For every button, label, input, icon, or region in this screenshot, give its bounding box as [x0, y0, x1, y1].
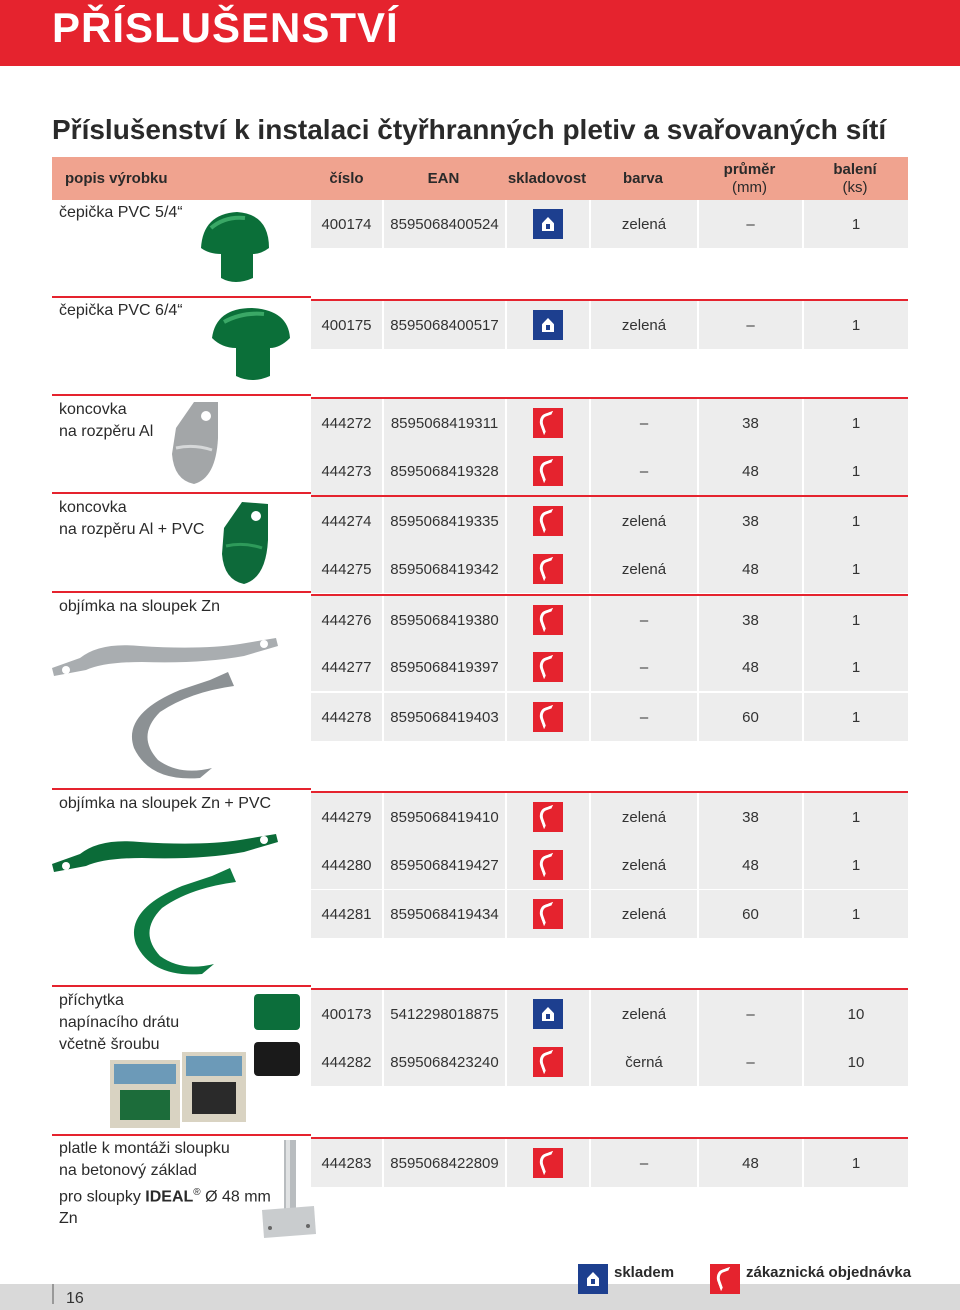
legend-order — [710, 1264, 740, 1294]
cell-cislo: 400175 — [311, 301, 382, 349]
stock-icon — [533, 310, 563, 340]
table-row — [311, 495, 908, 545]
cell-stock — [507, 643, 589, 691]
product-label — [59, 1138, 271, 1230]
registered-mark: ® — [193, 1187, 201, 1198]
table-row — [311, 545, 908, 593]
cell-stock — [507, 841, 589, 889]
cell-baleni: 1 — [804, 596, 908, 644]
order-icon — [533, 652, 563, 682]
product-label: objímka na sloupek Zn — [59, 598, 220, 615]
section-title: Příslušenství k instalaci čtyřhranných pletiv a svařovaných sítí — [52, 114, 887, 145]
col-baleni-label: balení — [833, 160, 877, 178]
cell-barva: – — [591, 643, 697, 691]
cap-5-4-image — [195, 208, 275, 286]
cell-ean: 8595068419311 — [384, 399, 505, 447]
table-row — [311, 447, 908, 495]
cell-ean: 8595068400517 — [384, 301, 505, 349]
cell-cislo: 444282 — [311, 1038, 382, 1086]
cell-barva: zelená — [591, 890, 697, 938]
col-prumer-unit: (mm) — [732, 178, 767, 196]
cell-baleni: 1 — [804, 890, 908, 938]
cell-prumer: 60 — [699, 693, 802, 741]
cell-cislo: 444278 — [311, 693, 382, 741]
cell-cislo: 444279 — [311, 793, 382, 841]
footer-bar — [0, 1284, 960, 1310]
end-cap-pvc-image — [216, 498, 276, 588]
cell-stock — [507, 497, 589, 545]
order-icon — [533, 506, 563, 536]
cell-cislo: 444276 — [311, 596, 382, 644]
product-divider — [52, 492, 311, 494]
cell-stock — [507, 399, 589, 447]
cell-prumer: 38 — [699, 596, 802, 644]
cell-baleni: 1 — [804, 545, 908, 593]
order-icon — [533, 554, 563, 584]
cell-cislo: 400173 — [311, 990, 382, 1038]
col-popis: popis výrobku — [65, 169, 168, 187]
product-label: objímka na sloupek Zn + PVC — [59, 795, 272, 812]
cell-prumer: 48 — [699, 545, 802, 593]
cell-cislo: 444273 — [311, 447, 382, 495]
cell-ean: 8595068419397 — [384, 643, 505, 691]
order-icon — [533, 1148, 563, 1178]
brand-name: IDEAL — [145, 1188, 194, 1206]
cell-barva: – — [591, 596, 697, 644]
order-icon — [533, 802, 563, 832]
order-icon — [533, 605, 563, 635]
table-row — [311, 397, 908, 447]
cell-cislo: 444280 — [311, 841, 382, 889]
cell-cislo: 400174 — [311, 200, 382, 248]
table-row — [311, 200, 908, 248]
cell-baleni: 10 — [804, 1038, 908, 1086]
order-icon — [533, 408, 563, 438]
cell-ean: 8595068419342 — [384, 545, 505, 593]
order-icon — [533, 702, 563, 732]
cell-barva: zelená — [591, 301, 697, 349]
page-tick — [52, 1284, 54, 1304]
cell-prumer: – — [699, 990, 802, 1038]
cell-ean: 8595068400524 — [384, 200, 505, 248]
cell-baleni: 1 — [804, 793, 908, 841]
cell-stock — [507, 301, 589, 349]
cell-cislo: 444272 — [311, 399, 382, 447]
cell-ean: 8595068419427 — [384, 841, 505, 889]
table-row — [311, 299, 908, 349]
cell-ean: 8595068423240 — [384, 1038, 505, 1086]
table-row — [311, 841, 908, 889]
cell-baleni: 1 — [804, 301, 908, 349]
col-baleni — [802, 157, 908, 200]
cell-prumer: 48 — [699, 1139, 802, 1187]
cell-prumer: 48 — [699, 643, 802, 691]
order-icon — [533, 899, 563, 929]
cell-barva: zelená — [591, 545, 697, 593]
cell-prumer: – — [699, 200, 802, 248]
cell-ean: 8595068419328 — [384, 447, 505, 495]
page-number: 16 — [66, 1290, 84, 1307]
product-label: koncovka na rozpěru Al — [59, 401, 154, 440]
order-icon — [533, 1047, 563, 1077]
col-prumer-label: průměr — [723, 160, 776, 178]
cell-baleni: 1 — [804, 497, 908, 545]
cell-cislo: 444274 — [311, 497, 382, 545]
order-icon — [710, 1264, 740, 1294]
table-row — [311, 1038, 908, 1086]
cap-6-4-image — [208, 304, 294, 384]
product-label: koncovka na rozpěru Al + PVC — [59, 499, 205, 538]
cell-cislo: 444277 — [311, 643, 382, 691]
cell-barva: – — [591, 693, 697, 741]
product-divider — [52, 394, 311, 396]
cell-prumer: 48 — [699, 841, 802, 889]
cell-ean: 8595068422809 — [384, 1139, 505, 1187]
cell-barva: – — [591, 447, 697, 495]
product-divider — [52, 1134, 311, 1136]
table-header — [52, 157, 908, 200]
cell-baleni: 1 — [804, 447, 908, 495]
order-icon — [533, 456, 563, 486]
product-divider — [52, 591, 311, 593]
cell-ean: 8595068419380 — [384, 596, 505, 644]
cell-ean: 8595068419434 — [384, 890, 505, 938]
cell-barva: černá — [591, 1038, 697, 1086]
legend-stock-label: skladem — [614, 1264, 675, 1281]
cell-stock — [507, 1038, 589, 1086]
col-prumer — [697, 157, 802, 200]
cell-stock — [507, 693, 589, 741]
cell-cislo: 444275 — [311, 545, 382, 593]
product-label: příchytka napínacího drátu včetně šroubu — [59, 992, 180, 1053]
cell-stock — [507, 990, 589, 1038]
cell-prumer: – — [699, 1038, 802, 1086]
cell-ean: 8595068419335 — [384, 497, 505, 545]
table-row — [311, 791, 908, 841]
wire-tensioner-image — [106, 990, 304, 1130]
clamp-pvc-image — [50, 830, 290, 980]
cell-ean: 8595068419403 — [384, 693, 505, 741]
col-ean: EAN — [427, 169, 460, 187]
product-label-part: platle k montáži sloupku na betonový základ pro sloupky — [59, 1140, 230, 1206]
col-baleni-unit: (ks) — [842, 178, 868, 196]
product-divider — [52, 985, 311, 987]
cell-stock — [507, 793, 589, 841]
table-row — [311, 890, 908, 938]
cell-prumer: 60 — [699, 890, 802, 938]
table-row — [311, 1137, 908, 1187]
cell-barva: zelená — [591, 497, 697, 545]
cell-stock — [507, 890, 589, 938]
cell-barva: – — [591, 1139, 697, 1187]
product-label: čepička PVC 6/4“ — [59, 302, 183, 319]
cell-cislo: 444281 — [311, 890, 382, 938]
table-row — [311, 643, 908, 691]
product-divider — [52, 296, 311, 298]
cell-baleni: 1 — [804, 1139, 908, 1187]
cell-barva: zelená — [591, 990, 697, 1038]
cell-stock — [507, 200, 589, 248]
cell-cislo: 444283 — [311, 1139, 382, 1187]
cell-barva: zelená — [591, 793, 697, 841]
cell-stock — [507, 1139, 589, 1187]
stock-icon — [533, 209, 563, 239]
table-row — [311, 594, 908, 644]
cell-prumer: 38 — [699, 497, 802, 545]
cell-ean: 8595068419410 — [384, 793, 505, 841]
col-skladovost: skladovost — [507, 169, 587, 187]
cell-baleni: 10 — [804, 990, 908, 1038]
cell-stock — [507, 596, 589, 644]
col-cislo: číslo — [329, 169, 364, 187]
cell-stock — [507, 447, 589, 495]
cell-prumer: 38 — [699, 399, 802, 447]
cell-baleni: 1 — [804, 399, 908, 447]
legend-stock — [578, 1264, 608, 1294]
cell-baleni: 1 — [804, 200, 908, 248]
cell-baleni: 1 — [804, 643, 908, 691]
end-cap-al-image — [164, 398, 224, 488]
cell-baleni: 1 — [804, 693, 908, 741]
col-barva: barva — [622, 169, 664, 187]
cell-stock — [507, 545, 589, 593]
cell-barva: zelená — [591, 841, 697, 889]
clamp-zn-image — [50, 632, 290, 782]
cell-barva: – — [591, 399, 697, 447]
table-row — [311, 988, 908, 1038]
stock-icon — [578, 1264, 608, 1294]
product-label: čepička PVC 5/4“ — [59, 204, 183, 221]
order-icon — [533, 850, 563, 880]
table-row — [311, 693, 908, 741]
cell-prumer: 48 — [699, 447, 802, 495]
product-label-part: Ø 48 mm Zn — [59, 1188, 271, 1228]
cell-baleni: 1 — [804, 841, 908, 889]
stock-icon — [533, 999, 563, 1029]
cell-prumer: 38 — [699, 793, 802, 841]
legend-order-label: zákaznická objednávka — [746, 1264, 912, 1281]
cell-prumer: – — [699, 301, 802, 349]
cell-ean: 5412298018875 — [384, 990, 505, 1038]
page-header-title: PŘÍSLUŠENSTVÍ — [52, 4, 399, 51]
cell-barva: zelená — [591, 200, 697, 248]
base-plate-image — [258, 1138, 318, 1244]
product-divider — [52, 788, 311, 790]
